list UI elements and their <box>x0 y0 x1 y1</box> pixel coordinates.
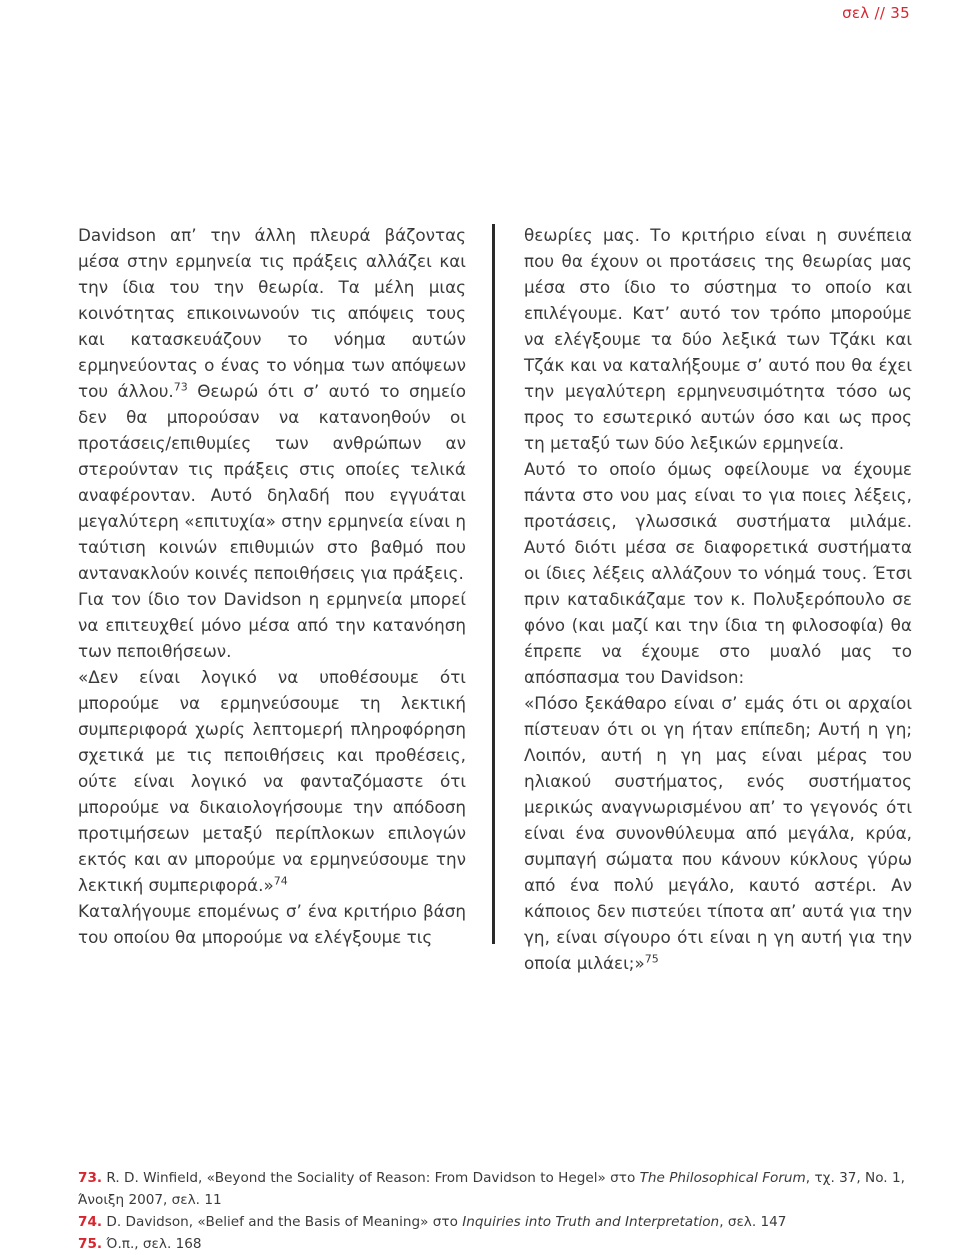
paragraph: Για τον ίδιο τον Davidson η ερμηνεία μπορεί να επιτευχθεί μόνο μέσα από την κατανόηση των πεποιθήσεων. <box>78 589 466 661</box>
footnotes <box>78 1167 912 1255</box>
footnote-text: D. Davidson, «Belief and the Basis of Meaning» στο <box>106 1214 463 1230</box>
quote-paragraph <box>78 664 466 898</box>
footnote-ref-73: 73 <box>173 380 188 394</box>
footnote-ref-74: 74 <box>273 874 288 888</box>
quote-paragraph <box>524 690 912 976</box>
footnote-number: 73. <box>78 1170 103 1186</box>
footnote-number: 74. <box>78 1214 103 1230</box>
quote-text: «Πόσο ξεκάθαρο είναι σ’ εμάς ότι οι αρχαίοι πίστευαν ότι οι γη ήταν επίπεδη; Αυτή η γη; Λοιπόν, αυτή η γη μας είναι μέρας του ηλιακού συστήματος, ενός συστήματος μερικώς αναγνωρισμένου απ’ το γεγονός ότι είναι ένα συνονθύλευμα από μεγάλα, κρύα, συμπαγή σώματα που κάνουν κύκλους γύρω από ένα πολύ μεγάλο, καυτό αστέρι. Αν κάποιος δεν πιστεύει τίποτα απ’ αυτά για την γη, είναι σίγουρο ότι είναι η γη αυτή για την οποία μιλάει;» <box>524 693 912 973</box>
right-column <box>524 222 912 976</box>
footnote-text: Ό.π., σελ. 168 <box>106 1236 202 1252</box>
paragraph-text: Θεωρώ ότι σ’ αυτό το σημείο δεν θα μπορούσαν να κατανοηθούν οι προτάσεις/επιθυμίες των ανθρώπων αν στερούνταν τις πράξεις στις οποίες τελικά αναφέρονταν. Αυτό δηλαδή που εγγυάται μεγαλύτερη «επιτυχία» στην ερμηνεία είναι η ταύτιση κοινών επιθυμιών στο βαθμό που αντανακλούν κοινές πεποιθήσεις για πράξεις. <box>78 381 466 583</box>
paragraph <box>78 222 466 586</box>
paragraph: Αυτό το οποίο όμως οφείλουμε να έχουμε πάντα στο νου μας είναι το για ποιες λέξεις, προτάσεις, γλωσσικά συστήματα μιλάμε. Αυτό διότι μέσα σε διαφορετικά συστήματα οι ίδιες λέξεις αλλάζουν το νόημά τους. Έτσι πριν καταδικάζαμε τον κ. Πολυξερόπουλο σε φόνο (και μαζί και την ίδια τη φιλοσοφία) θα έπρεπε να έχουμε στο μυαλό μας το απόσπασμα του Davidson: <box>524 459 912 687</box>
paragraph-text: Davidson απ’ την άλλη πλευρά βάζοντας μέσα στην ερμηνεία τις πράξεις αλλάζει και την ίδια του την θεωρία. Τα μέλη μιας κοινότητας επικοινωνούν τις απόψεις τους και κατασκευάζουν το νόημα αυτών ερμηνεύοντας ο ένας το νόημα των απόψεων του άλλου. <box>78 225 466 401</box>
footnote-text: , τχ. 37, No. 1, Άνοιξη 2007, σελ. 11 <box>78 1170 905 1208</box>
paragraph: Καταλήγουμε επομένως σ’ ένα κριτήριο βάση του οποίου θα μπορούμε να ελέγξουμε τις <box>78 901 466 947</box>
paragraph: θεωρίες μας. Το κριτήριο είναι η συνέπεια που θα έχουν οι προτάσεις της θεωρίας μας μέσα στο ίδιο το σύστημα το οποίο και επιλέγουμε. Κατ’ αυτό τον τρόπο μπορούμε να ελέγξουμε τα δύο λεξικά των Τζάκι και Τζάκ και να καταλήξουμε σ’ αυτό που θα έχει την μεγαλύτερη ερμηνευσιμότητα τόσο ως προς το εσωτερικό αυτών όσο και ως προς τη μεταξύ των δύο λεξικών ερμηνεία. <box>524 225 912 453</box>
footnote <box>78 1167 912 1211</box>
quote-text: «Δεν είναι λογικό να υποθέσουμε ότι μπορούμε να ερμηνεύσουμε τη λεκτική συμπεριφορά χωρίς λεπτομερή πληροφόρηση σχετικά με τις πεποιθήσεις και προθέσεις, ούτε είναι λογικό να φανταζόμαστε ότι μπορούμε να δικαιολογήσουμε την απόδοση προτιμήσεων μεταξύ περίπλοκων επιλογών εκτός και αν μπορούμε να ερμηνεύσουμε την λεκτική συμπεριφορά.» <box>78 667 466 895</box>
page-number: σελ // 35 <box>842 4 910 22</box>
footnote-title: The Philosophical Forum <box>639 1170 806 1186</box>
footnote <box>78 1211 912 1233</box>
left-column <box>78 222 466 950</box>
footnote-title: Inquiries into Truth and Interpretation <box>462 1214 720 1230</box>
footnote <box>78 1233 912 1255</box>
footnote-number: 75. <box>78 1236 103 1252</box>
footnote-text: , σελ. 147 <box>719 1214 787 1230</box>
footnote-ref-75: 75 <box>644 952 659 966</box>
footnote-text: R. D. Winfield, «Beyond the Sociality of Reason: From Davidson to Hegel» στο <box>106 1170 640 1186</box>
column-divider <box>492 224 495 944</box>
